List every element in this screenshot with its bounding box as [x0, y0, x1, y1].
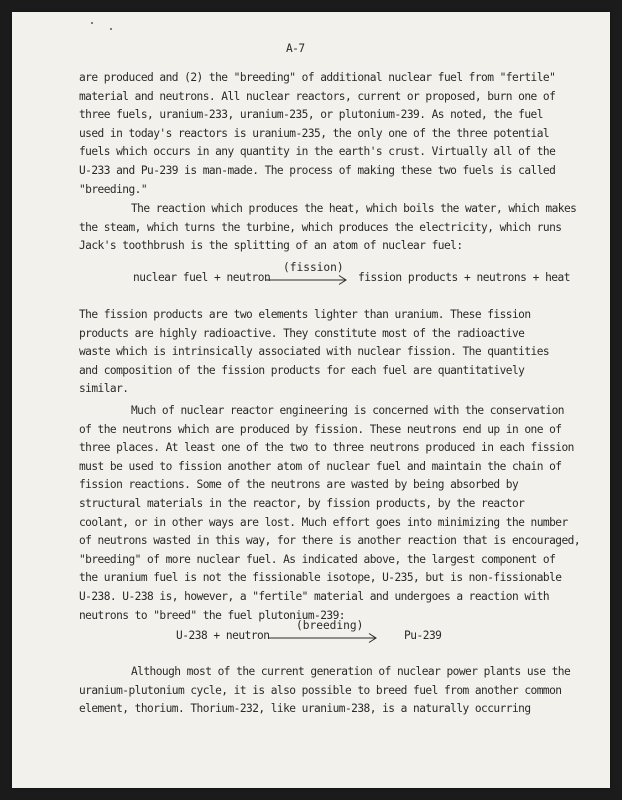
page-number: A-7 [286, 42, 305, 55]
text-line: uranium-plutonium cycle, it is also possible to breed fuel from another common [79, 683, 562, 697]
text-line: element, thorium. Thorium-232, like uranium-238, is a naturally occurring [79, 702, 531, 716]
text-line: U-233 and Pu-239 is man-made. The process of making these two fuels is called [79, 163, 556, 177]
paragraph-4 [79, 402, 580, 625]
text-line: "breeding." [79, 182, 148, 196]
text-line: waste which is intrinsically associated with nuclear fission. The quantities [79, 345, 550, 359]
equation-breeding-arrow-label: (breeding) [296, 619, 364, 632]
text-line: neutrons to "breed" the fuel plutonium-239: [79, 608, 345, 622]
text-line: must be used to fission another atom of nuclear fuel and maintain the chain of [79, 459, 562, 473]
text-line: of the neutrons which are produced by fission. These neutrons end up in one of [79, 422, 562, 436]
text-line: structural materials in the reactor, by fission products, by the reactor [79, 496, 525, 510]
equation-fission-arrow-label: (fission) [283, 261, 344, 274]
text-line: Much of nuclear reactor engineering is concerned with the conservation [131, 404, 564, 417]
paragraph-2 [79, 200, 576, 256]
paragraph-5 [79, 663, 570, 719]
text-line: similar. [79, 382, 129, 396]
reaction-arrow-icon [266, 274, 350, 286]
text-line: are produced and (2) the "breeding" of additional nuclear fuel from "fertile" [79, 71, 556, 84]
text-line: and composition of the fission products for each fuel are quantitatively [79, 363, 525, 377]
text-line: of neutrons wasted in this way, for there is another reaction that is encouraged, [79, 534, 581, 548]
equation-fission-right: fission products + neutrons + heat [358, 271, 571, 284]
text-line: the steam, which turns the turbine, which produces the electricity, which runs [79, 220, 562, 234]
paragraph-3 [79, 306, 549, 399]
text-line: "breeding" of more nuclear fuel. As indicated above, the largest component of [79, 552, 556, 566]
text-line: Jack's toothbrush is the splitting of an atom of nuclear fuel: [79, 239, 463, 253]
paragraph-1 [79, 69, 555, 199]
text-line: Although most of the current generation of nuclear power plants use the [131, 665, 571, 678]
text-line: fuels which occurs in any quantity in the earth's crust. Virtually all of the [79, 145, 556, 159]
reaction-arrow-icon [268, 632, 380, 644]
text-line: three fuels, uranium-233, uranium-235, or plutonium-239. As noted, the fuel [79, 108, 543, 122]
equation-breeding-left: U-238 + neutron [176, 629, 270, 642]
text-line: fission reactions. Some of the neutrons are wasted by being absorbed by [79, 478, 519, 492]
text-line: used in today's reactors is uranium-235, the only one of the three potential [79, 126, 550, 140]
text-line: coolant, or in other ways are lost. Much effort goes into minimizing the number [79, 515, 568, 529]
text-line: The fission products are two elements lighter than uranium. These fission [79, 308, 531, 321]
text-line: material and neutrons. All nuclear reactors, current or proposed, burn one of [79, 89, 556, 103]
paper-speck [91, 22, 93, 24]
text-line: the uranium fuel is not the fissionable isotope, U-235, but is non-fissionable [79, 571, 562, 585]
text-line: products are highly radioactive. They constitute most of the radioactive [79, 326, 525, 340]
text-line: three places. At least one of the two to three neutrons produced in each fission [79, 441, 574, 455]
equation-fission-left: nuclear fuel + neutron [133, 271, 271, 284]
text-line: U-238. U-238 is, however, a "fertile" material and undergoes a reaction with [79, 589, 550, 603]
text-line: The reaction which produces the heat, which boils the water, which makes [131, 202, 577, 215]
paper-speck [110, 28, 112, 30]
equation-breeding-right: Pu-239 [404, 629, 442, 642]
